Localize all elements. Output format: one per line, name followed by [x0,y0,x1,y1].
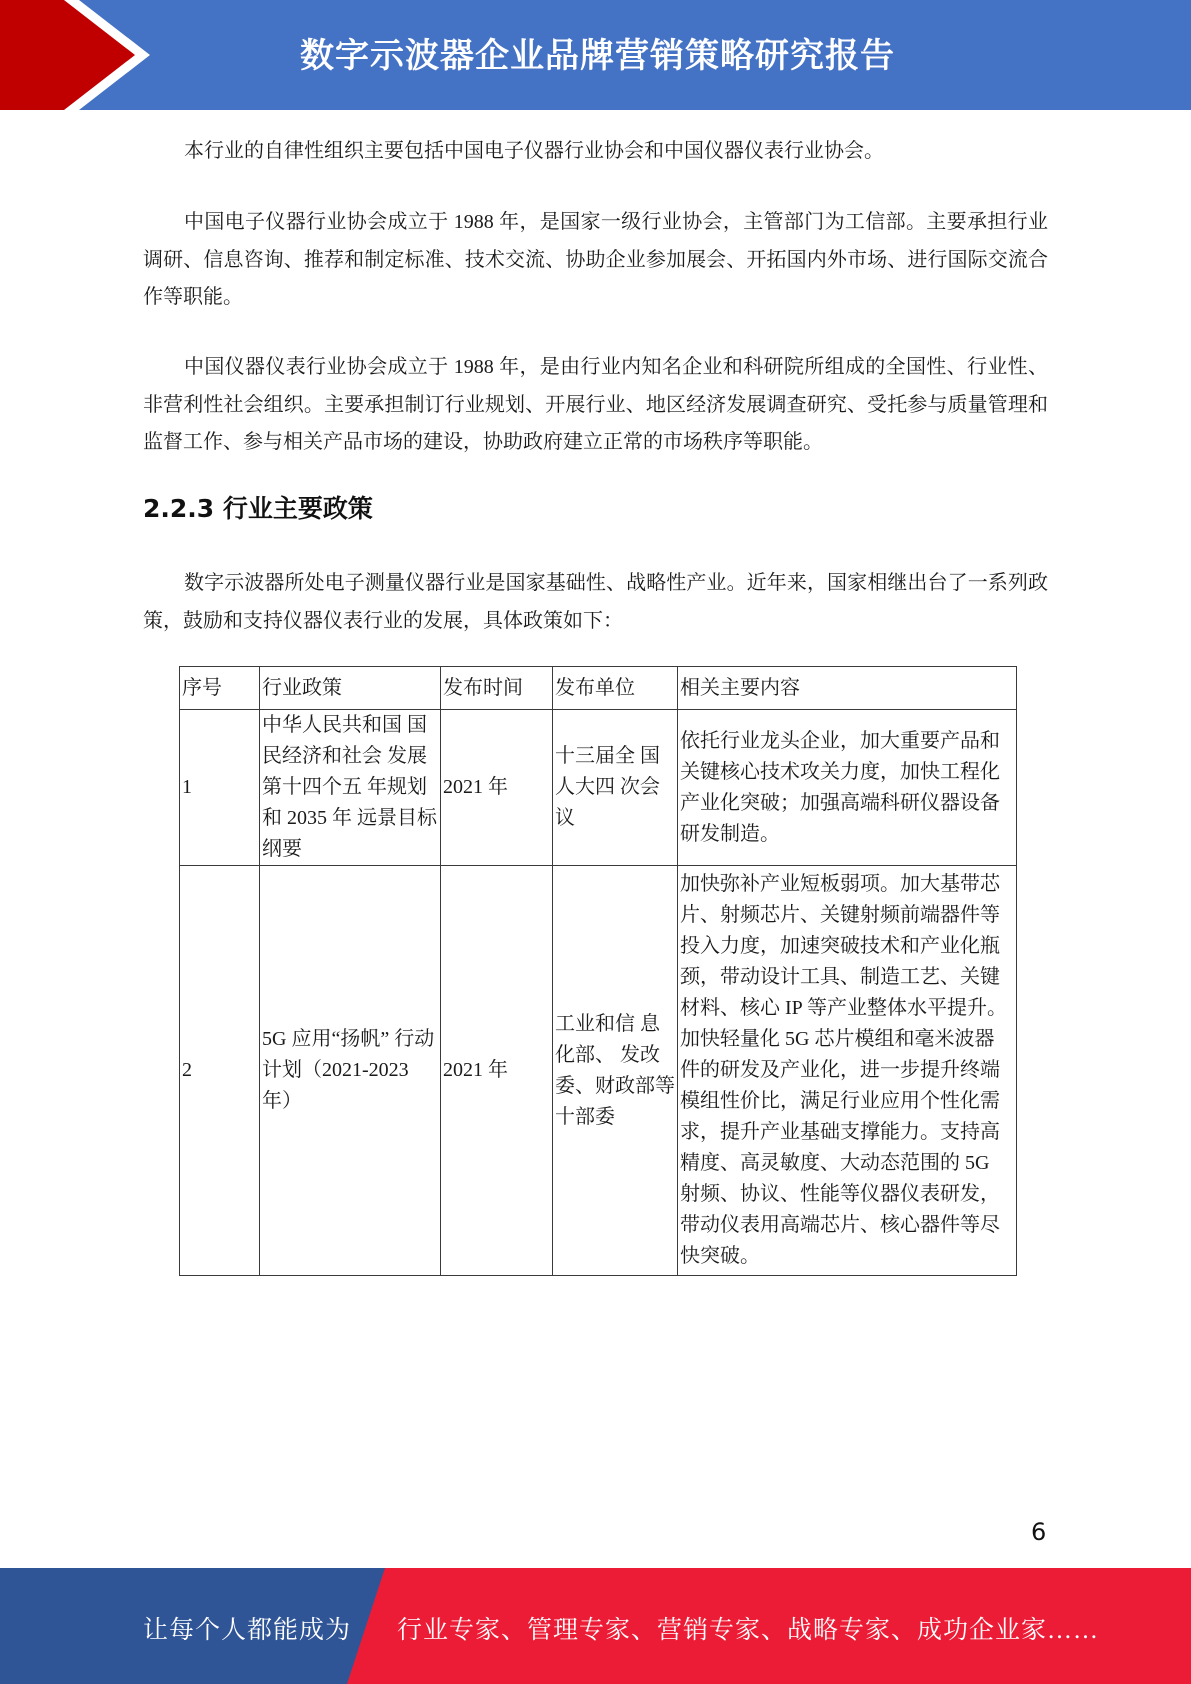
header-cell-content: 相关主要内容 [678,667,1017,710]
header-cell-no: 序号 [180,667,260,710]
footer-slogan-left: 让每个人都能成为 [143,1617,352,1644]
cell-policy: 5G 应用“扬帆” 行动计划（2021-2023 年） [260,866,441,1276]
paragraph-self-regulatory-orgs: 本行业的自律性组织主要包括中国电子仪器行业协会和中国仪器仪表行业协会。 [184,140,884,162]
cell-content: 加快弥补产业短板弱项。加大基带芯片、射频芯片、关键射频前端器件等投入力度，加速突破技术和产业化瓶颈，带动设计工具、制造工艺、关键材料、核心 IP 等产业整体水平提升。加快轻量化 5G 芯片模组和毫米波器件的研发及产业化，进一步提升终端模组性价比，满足行业应用个性化需求，提升产业基础支撑能力。支持高精度、高灵敏度、大动态范围的 5G 射频、协议、性能等仪器仪表研发，带动仪表用高端芯片、核心器件等尽快突破。 [678,866,1017,1276]
cell-issuer: 工业和信 息化部、 发改委、财政部等 十部委 [553,866,678,1276]
header-red-arrow [0,0,135,110]
cell-content: 依托行业龙头企业，加大重要产品和关键核心技术攻关力度，加快工程化产业化突破；加强高端科研仪器设备研发制造。 [678,710,1017,866]
header-cell-issuer: 发布单位 [553,667,678,710]
cell-date: 2021 年 [441,866,553,1276]
cell-no: 1 [180,710,260,866]
footer-banner [0,1568,1191,1684]
page-number: 6 [1031,1518,1047,1546]
report-title: 数字示波器企业品牌营销策略研究报告 [300,36,895,76]
footer-slogan-right: 行业专家、管理专家、营销专家、战略专家、成功企业家…… [397,1617,1100,1644]
section-heading: 2.2.3 行业主要政策 [143,494,373,523]
paragraph-instrument-association: 中国仪器仪表行业协会成立于 1988 年，是由行业内知名企业和科研院所组成的全国性、行业性、非营利性社会组织。主要承担制订行业规划、开展行业、地区经济发展调查研究、受托参与质量管理和监督工作、参与相关产品市场的建设，协助政府建立正常的市场秩序等职能。 [143,356,1048,453]
cell-date: 2021 年 [441,710,553,866]
cell-no: 2 [180,866,260,1276]
section-intro-paragraph: 数字示波器所处电子测量仪器行业是国家基础性、战略性产业。近年来，国家相继出台了一系列政策，鼓励和支持仪器仪表行业的发展，具体政策如下： [143,572,1048,632]
table-header-row [180,667,1017,710]
table-row [180,866,1017,1276]
cell-policy: 中华人民共和国 国民经济和社会 发展第十四个五 年规划和 2035 年 远景目标纲要 [260,710,441,866]
table-row [180,710,1017,866]
policy-table [179,666,1017,1276]
header-cell-date: 发布时间 [441,667,553,710]
header-cell-policy: 行业政策 [260,667,441,710]
report-header-band [0,0,1191,110]
paragraph-electronic-instrument-association: 中国电子仪器行业协会成立于 1988 年，是国家一级行业协会，主管部门为工信部。主要承担行业调研、信息咨询、推荐和制定标准、技术交流、协助企业参加展会、开拓国内外市场、进行国际交流合作等职能。 [143,211,1048,308]
cell-issuer: 十三届全 国人大四 次会议 [553,710,678,866]
